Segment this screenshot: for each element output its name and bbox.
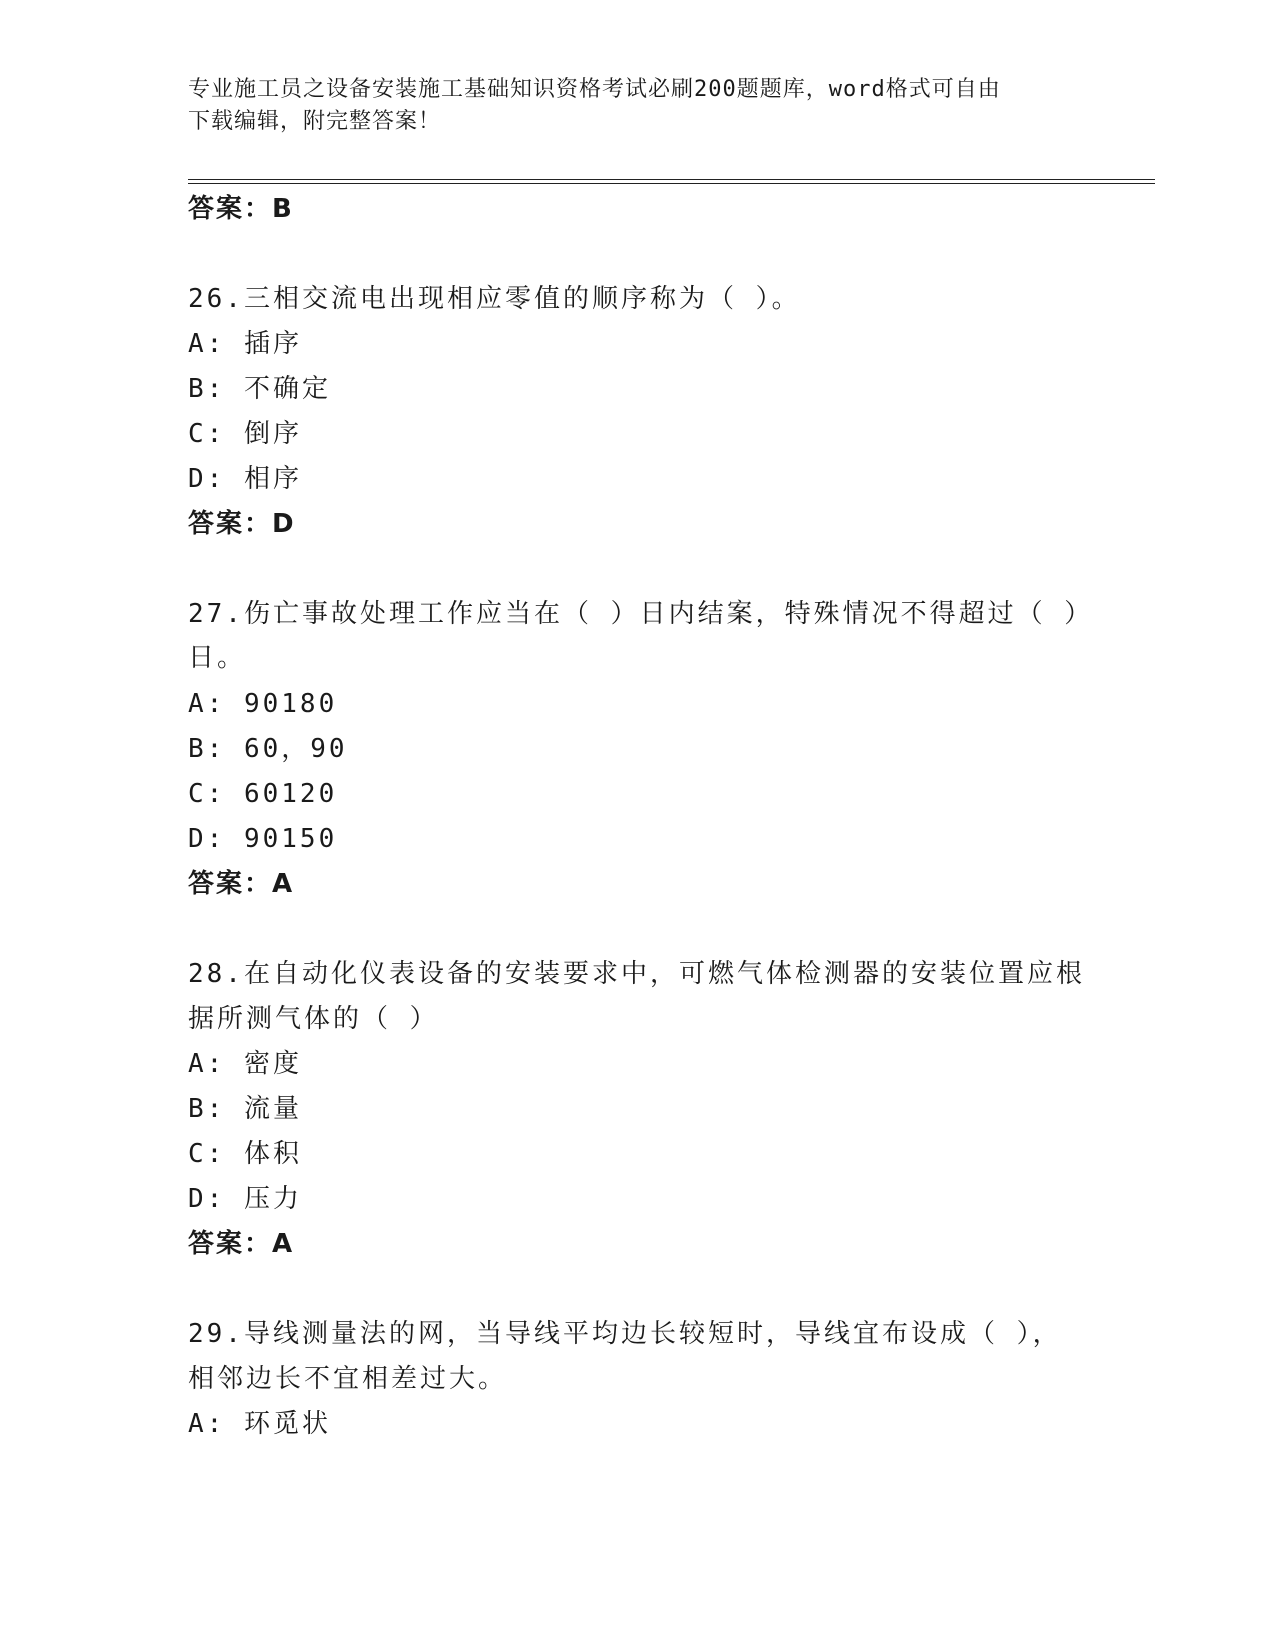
question-29-option-a: A: 环觅状 [188,1409,331,1439]
question-28-answer: 答案：A [188,1229,295,1259]
header-line-2: 下载编辑，附完整答案！ [188,109,442,134]
header-line-1: 专业施工员之设备安装施工基础知识资格考试必刷200题题库，word格式可自由 [188,77,1001,102]
question-28-option-c: C: 体积 [188,1139,302,1169]
question-28-option-b: B: 流量 [188,1094,302,1124]
previous-answer: 答案：B [188,194,294,224]
question-27-option-a: A: 90180 [188,689,338,719]
question-26-option-c: C: 倒序 [188,419,302,449]
question-27-option-c: C: 60120 [188,779,338,809]
question-27-stem-line-1: 27.伤亡事故处理工作应当在（ ）日内结案，特殊情况不得超过（ ） [188,599,1094,629]
question-28-option-a: A: 密度 [188,1049,302,1079]
question-27-option-b: B: 60，90 [188,734,348,764]
question-29-stem-line-2: 相邻边长不宜相差过大。 [188,1364,508,1394]
question-27-option-d: D: 90150 [188,824,338,854]
question-26-option-d: D: 相序 [188,464,302,494]
question-26-stem: 26.三相交流电出现相应零值的顺序称为（ ）。 [188,284,801,314]
document-header [188,74,1088,138]
question-26-option-a: A: 插序 [188,329,302,359]
header-divider-top [188,179,1155,180]
question-27-stem-line-2: 日。 [188,643,247,673]
question-27-answer: 答案：A [188,869,295,899]
question-28-stem-line-1: 28.在自动化仪表设备的安装要求中，可燃气体检测器的安装位置应根 [188,959,1085,989]
question-26-option-b: B: 不确定 [188,374,331,404]
question-26-answer: 答案：D [188,509,296,539]
header-divider-bottom [188,183,1155,184]
question-28-option-d: D: 压力 [188,1184,302,1214]
question-28-stem-line-2: 据所测气体的（ ） [188,1004,439,1034]
question-29-stem-line-1: 29.导线测量法的网，当导线平均边长较短时，导线宜布设成（ ）， [188,1319,1062,1349]
